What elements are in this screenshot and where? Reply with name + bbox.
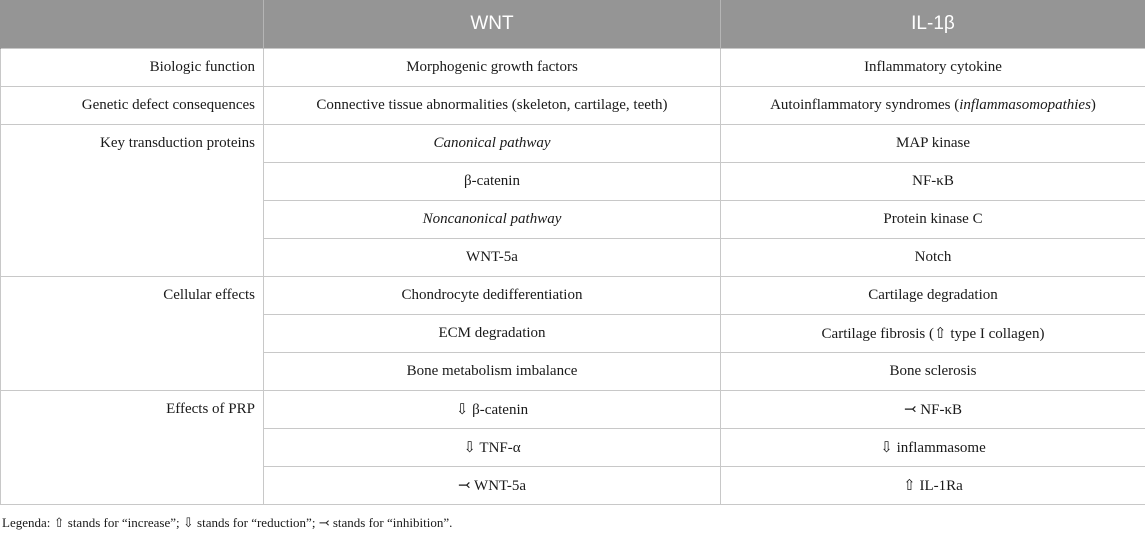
cell-wnt-biologic-function: Morphogenic growth factors [264, 49, 721, 87]
cell-wnt-effects-prp: ⇩ β-catenin [264, 391, 721, 429]
header-row [1, 0, 1145, 49]
cell-wnt-key-transduction: WNT-5a [264, 239, 721, 277]
cell-wnt-key-transduction: Noncanonical pathway [264, 201, 721, 239]
cell-il1b-genetic-defect [721, 87, 1145, 125]
row-label-biologic-function: Biologic function [1, 49, 264, 87]
cell-il1b-effects-prp: ⇩ inflammasome [721, 429, 1145, 467]
header-wnt: WNT [264, 0, 721, 49]
row-label-genetic-defect: Genetic defect consequences [1, 87, 264, 125]
cell-wnt-cellular-effects: Bone metabolism imbalance [264, 353, 721, 391]
cell-il1b-cellular-effects: Cartilage degradation [721, 277, 1145, 315]
cell-wnt-key-transduction: β-catenin [264, 163, 721, 201]
row-cellular-effects [1, 277, 1145, 315]
row-genetic-defect [1, 87, 1145, 125]
header-il1b: IL-1β [721, 0, 1145, 49]
cell-wnt-key-transduction: Canonical pathway [264, 125, 721, 163]
cell-il1b-effects-prp: ⤙ NF-κB [721, 391, 1145, 429]
cell-il1b-key-transduction: Notch [721, 239, 1145, 277]
cell-il1b-biologic-function: Inflammatory cytokine [721, 49, 1145, 87]
cell-wnt-effects-prp: ⤙ WNT-5a [264, 467, 721, 505]
cell-wnt-effects-prp: ⇩ TNF-α [264, 429, 721, 467]
row-label-effects-prp: Effects of PRP [1, 391, 264, 505]
cell-il1b-effects-prp: ⇧ IL-1Ra [721, 467, 1145, 505]
il1b-genetic-italic: inflammasomopathies [959, 97, 1091, 113]
cell-il1b-key-transduction: Protein kinase C [721, 201, 1145, 239]
row-biologic-function [1, 49, 1145, 87]
table-legend: Legenda: ⇧ stands for “increase”; ⇩ stands for “reduction”; ⤙ stands for “inhibition”. [2, 515, 453, 530]
cell-wnt-cellular-effects: Chondrocyte dedifferentiation [264, 277, 721, 315]
il1b-genetic-prefix: Autoinflammatory syndromes ( [770, 97, 960, 113]
header-empty-cell [1, 0, 264, 49]
cell-wnt-cellular-effects: ECM degradation [264, 315, 721, 353]
cell-il1b-cellular-effects: Cartilage fibrosis (⇧ type I collagen) [721, 315, 1145, 353]
row-label-key-transduction: Key transduction proteins [1, 125, 264, 277]
cell-wnt-genetic-defect: Connective tissue abnormalities (skeleton, cartilage, teeth) [264, 87, 721, 125]
row-label-cellular-effects: Cellular effects [1, 277, 264, 391]
cell-il1b-key-transduction: MAP kinase [721, 125, 1145, 163]
row-key-transduction [1, 125, 1145, 163]
cell-il1b-key-transduction: NF-κB [721, 163, 1145, 201]
il1b-genetic-suffix: ) [1090, 97, 1096, 113]
row-effects-prp [1, 391, 1145, 429]
cell-il1b-cellular-effects: Bone sclerosis [721, 353, 1145, 391]
